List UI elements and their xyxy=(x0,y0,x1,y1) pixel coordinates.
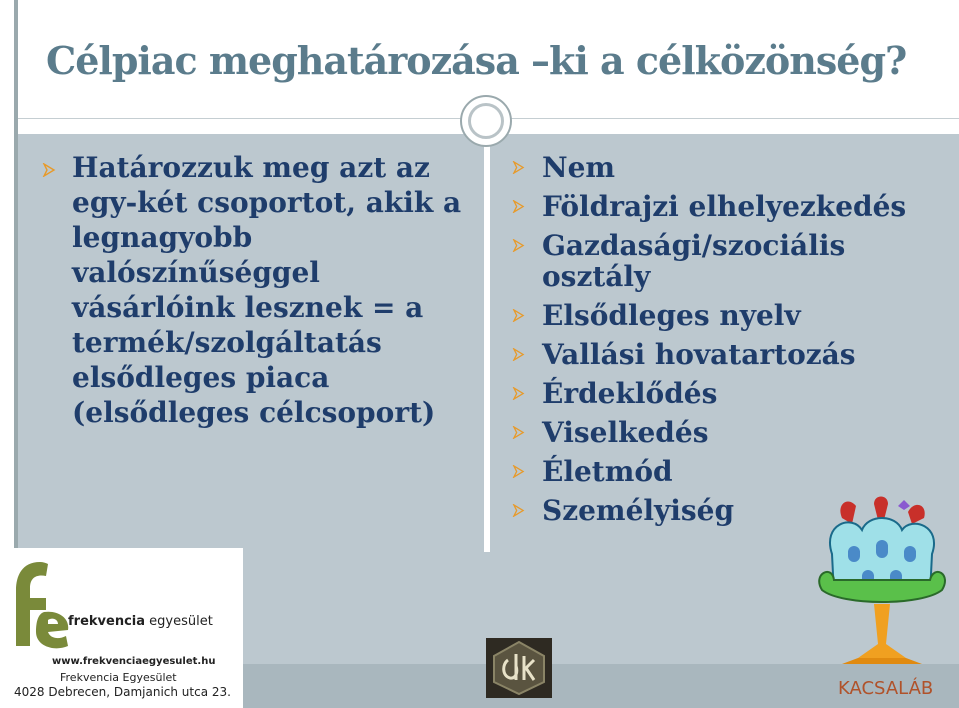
segmentation-item-label: Életmód xyxy=(542,455,673,488)
arrowhead-bullet-icon xyxy=(512,309,525,322)
segmentation-item xyxy=(512,339,952,370)
logo-org-name: Frekvencia Egyesület xyxy=(60,671,177,684)
dk-logo xyxy=(486,638,552,698)
kacsalab-label: KACSALÁB xyxy=(838,678,934,699)
segmentation-item xyxy=(512,456,952,487)
arrowhead-bullet-icon xyxy=(512,161,525,174)
arrowhead-bullet-icon xyxy=(512,239,525,252)
segmentation-item xyxy=(512,417,952,448)
decorative-circle-inner xyxy=(468,103,504,139)
segmentation-item xyxy=(512,300,952,331)
segmentation-item-label: Vallási hovatartozás xyxy=(542,338,856,371)
arrowhead-bullet-icon xyxy=(512,200,525,213)
frekvencia-logo-mark xyxy=(2,554,72,654)
segmentation-item-label: Földrajzi elhelyezkedés xyxy=(542,190,907,223)
segmentation-item xyxy=(512,191,952,222)
arrowhead-bullet-icon xyxy=(512,348,525,361)
logo-name xyxy=(68,614,213,629)
segmentation-item xyxy=(512,230,952,292)
segmentation-item-label: Érdeklődés xyxy=(542,377,718,410)
arrowhead-bullet-icon xyxy=(42,163,56,177)
segmentation-item-label: Nem xyxy=(542,151,616,184)
logo-website: www.frekvenciaegyesulet.hu xyxy=(52,656,216,667)
logo-address: 4028 Debrecen, Damjanich utca 23. xyxy=(14,685,231,699)
arrowhead-bullet-icon xyxy=(512,387,525,400)
segmentation-item xyxy=(512,152,952,183)
arrowhead-bullet-icon xyxy=(512,426,525,439)
segmentation-item-label: Személyiség xyxy=(542,494,735,527)
left-bullet xyxy=(42,150,472,430)
segmentation-item xyxy=(512,378,952,409)
left-bullet-text xyxy=(72,150,472,430)
left-bullet-rest: egy-két csoportot, akik a legnagyobb valószínűséggel vásárlóink lesznek = a termék/szolgáltatás elsődleges piaca (elsődleges célcsoport) xyxy=(72,186,462,429)
slide-title: Célpiac meghatározása –ki a célközönség? xyxy=(46,38,907,83)
arrowhead-bullet-icon xyxy=(512,465,525,478)
kacsalab-illustration xyxy=(812,494,952,670)
segmentation-item-label: Elsődleges nyelv xyxy=(542,299,801,332)
logo-name-regular: egyesület xyxy=(145,614,213,629)
logo-name-bold: frekvencia xyxy=(68,614,146,629)
left-bullet-first-line: Határozzuk meg azt az xyxy=(72,151,430,184)
segmentation-item-label: Gazdasági/szociális osztály xyxy=(542,229,846,293)
segmentation-list xyxy=(512,152,952,534)
arrowhead-bullet-icon xyxy=(512,504,525,517)
segmentation-item-label: Viselkedés xyxy=(542,416,709,449)
